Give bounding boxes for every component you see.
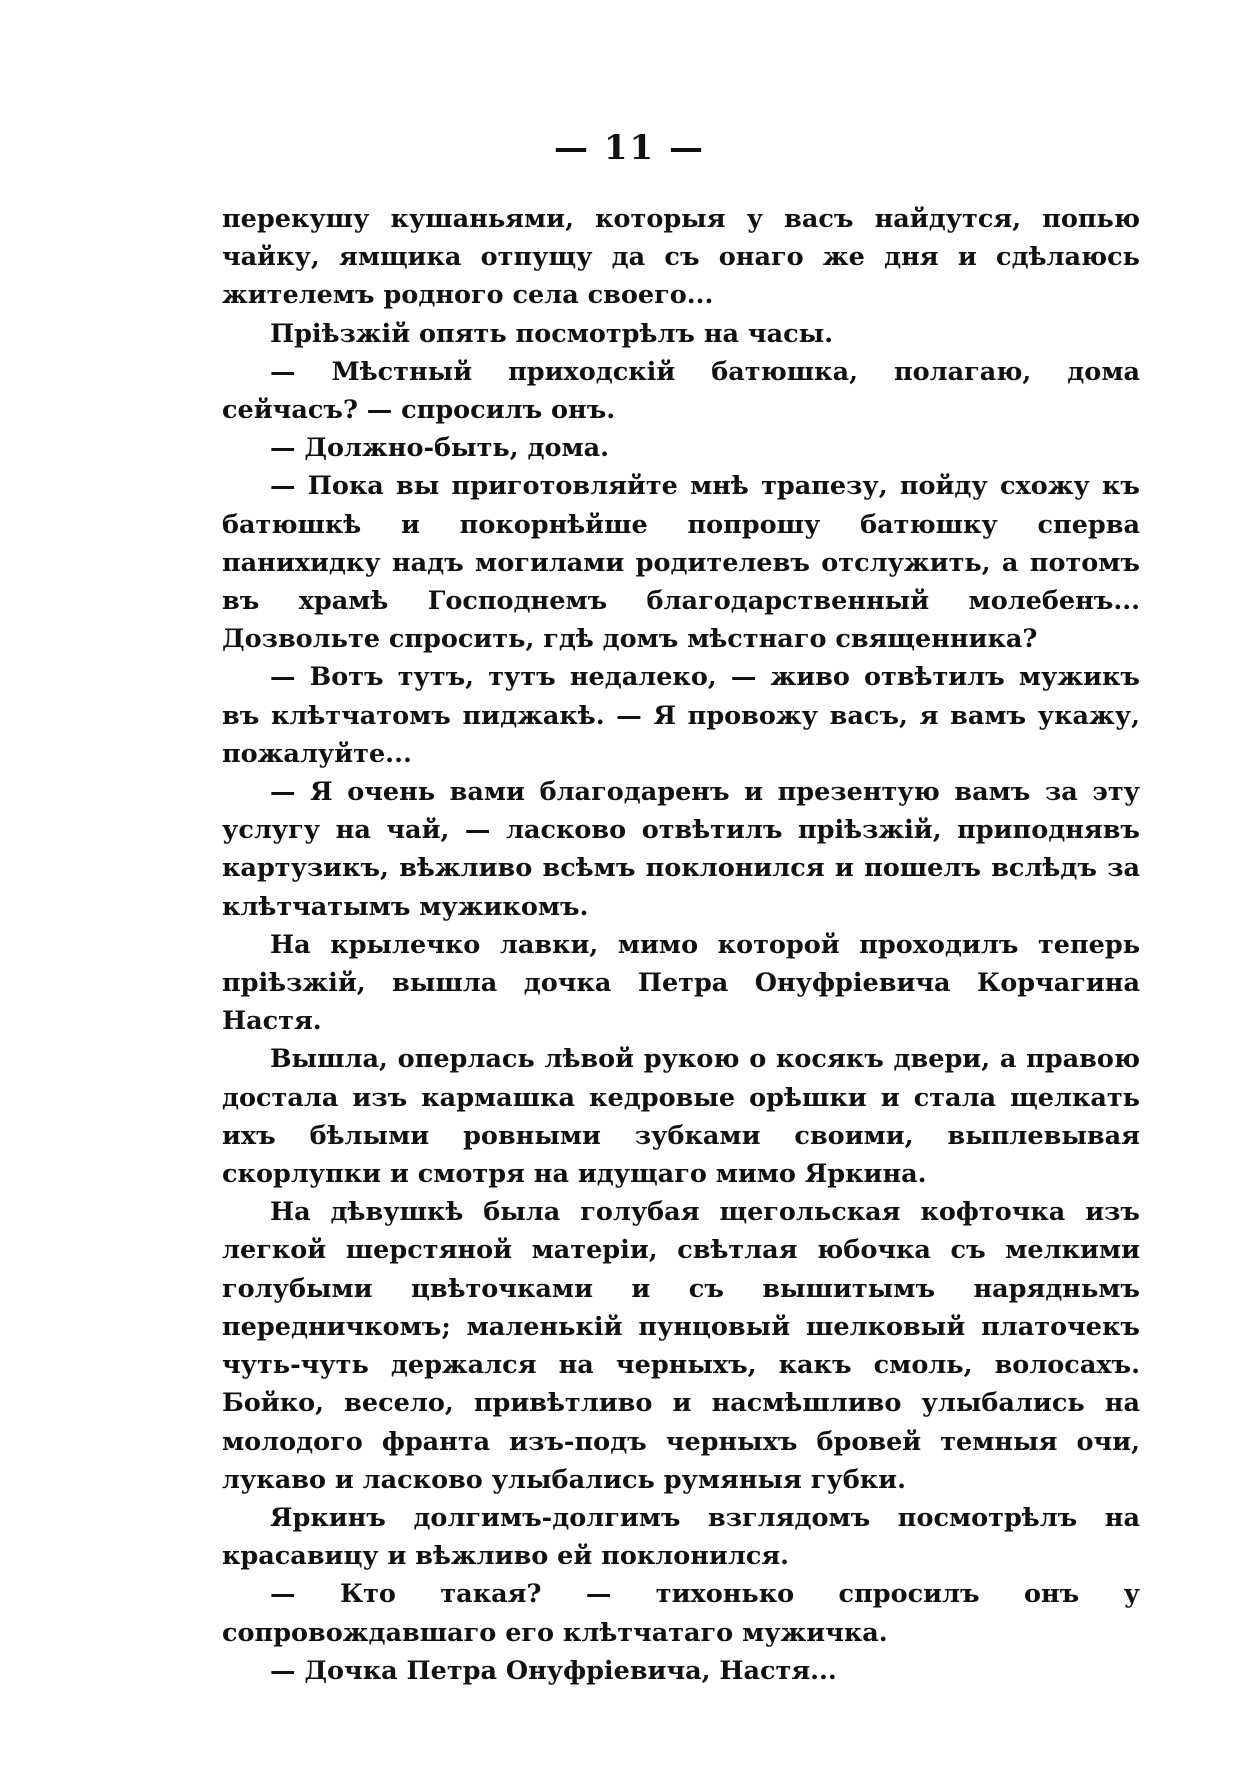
paragraph: — Мѣстный приходскій батюшка, полагаю, дома сейчасъ? — спросилъ онъ. bbox=[222, 356, 1140, 426]
paragraph: перекушу кушаньями, которыя у васъ найдутся, попью чайку, ямщика отпущу да съ онаго же дня и сдѣлаюсь жителемъ родного села своего... bbox=[222, 204, 1140, 311]
body-text bbox=[222, 200, 1140, 1690]
paragraph: На дѣвушкѣ была голубая щегольская кофточка изъ легкой шерстяной матеріи, свѣтлая юбочка съ мелкими голубыми цвѣточками и съ вышитымъ нарядньмъ передничкомъ; маленькій пунцовый шелковый платочекъ чуть-чуть держался на черныхъ, какъ смоль, волосахъ. Бойко, весело, привѣтливо и насмѣшливо улыбались на молодого франта изъ-подъ черныхъ бровей темныя очи, лукаво и ласково улыбались румяныя губки. bbox=[222, 1197, 1140, 1495]
paragraph: Яркинъ долгимъ-долгимъ взглядомъ посмотрѣлъ на красавицу и вѣжливо ей поклонился. bbox=[222, 1502, 1140, 1572]
paragraph: Пріѣзжій опять посмотрѣлъ на часы. bbox=[270, 318, 834, 349]
paragraph: — Я очень вами благодаренъ и презентую вамъ за эту услугу на чай, — ласково отвѣтилъ пріѣзжій, приподнявъ картузикъ, вѣжливо всѣмъ поклонился и пошелъ вслѣдъ за клѣтчатымъ мужикомъ. bbox=[222, 777, 1140, 922]
paragraph: — Дочка Петра Онуфріевича, Настя... bbox=[270, 1655, 837, 1686]
paragraph: — Вотъ тутъ, тутъ недалеко, — живо отвѣтилъ мужикъ въ клѣтчатомъ пиджакѣ. — Я провожу васъ, я вамъ укажу, пожалуйте... bbox=[222, 662, 1140, 769]
paragraph: — Должно-быть, дома. bbox=[270, 433, 610, 464]
page-number: — 11 — bbox=[554, 128, 705, 168]
paragraph: — Пока вы приготовляйте мнѣ трапезу, пойду схожу къ батюшкѣ и покорнѣйше попрошу батюшку сперва панихидку надъ могилами родителевъ отслужить, а потомъ въ храмѣ Господнемъ благодарственный молебенъ... Дозвольте спросить, гдѣ домъ мѣстнаго священника? bbox=[222, 471, 1140, 655]
paragraph: На крылечко лавки, мимо которой проходилъ теперь пріѣзжій, вышла дочка Петра Онуфріевича Корчагина Настя. bbox=[222, 929, 1140, 1037]
paragraph: Вышла, оперлась лѣвой рукою о косякъ двери, а правою достала изъ кармашка кедровые орѣшки и стала щелкать ихъ бѣлыми ровными зубками своими, выплевывая скорлупки и смотря на идущаго мимо Яркина. bbox=[222, 1044, 1140, 1190]
paragraph: — Кто такая? — тихонько спросилъ онъ у сопровождавшаго его клѣтчатаго мужичка. bbox=[222, 1579, 1140, 1648]
